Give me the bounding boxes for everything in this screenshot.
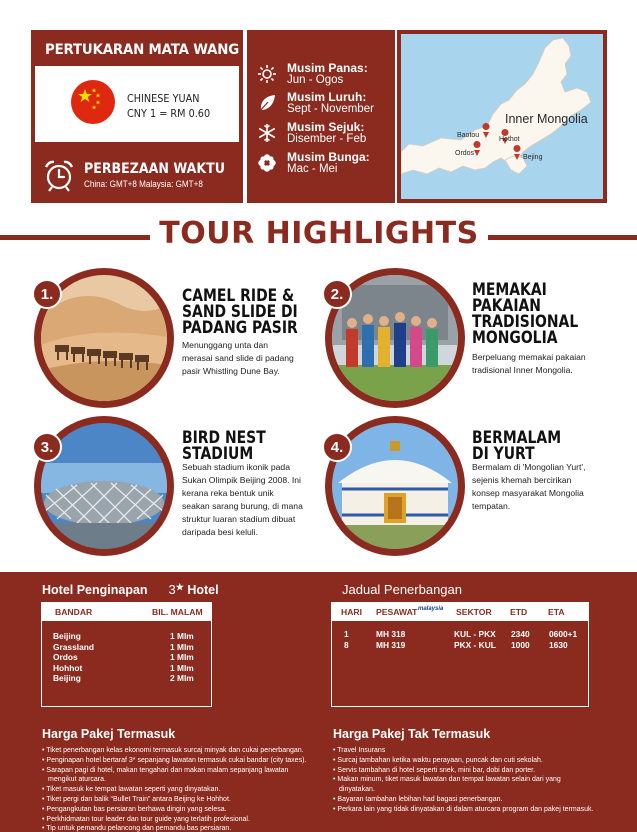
desc-line: Sukan Olimpik Beijing 2008. Ini: [182, 475, 301, 485]
title-line: PADANG PASIR: [182, 318, 298, 338]
map-canvas: [401, 34, 603, 199]
table-cell: Beijing: [53, 673, 81, 684]
col-city: BANDAR: [55, 607, 93, 617]
highlight-1-description: [182, 339, 294, 378]
hotel-city-column: [53, 631, 94, 684]
list-item: • Travel Insurans: [333, 746, 623, 756]
season-autumn: [247, 90, 395, 120]
col-nights: BIL. MALAM: [152, 607, 203, 617]
alarm-clock-icon: [43, 158, 75, 192]
currency-box: [31, 30, 243, 148]
season-name: Musim Luruh:: [287, 90, 367, 104]
flight-table: [331, 602, 589, 707]
page-title: TOUR HIGHLIGHTS: [159, 216, 479, 251]
map-city-label: Baotou: [457, 132, 480, 139]
highlight-4-title: [472, 430, 561, 462]
desc-line: merasai sand slide di padang: [182, 353, 294, 363]
included-title: Harga Pakej Termasuk: [42, 727, 176, 741]
highlight-3-description: [182, 461, 303, 539]
desc-line: daripada besi keluli.: [182, 527, 258, 537]
hotel-table: [41, 602, 212, 707]
list-item: • Tiket penerbangan kelas ekonomi termasuk surcaj minyak dan cukai penerbangan.: [42, 746, 328, 756]
list-item: • Tiket masuk ke tempat lawatan seperti yang dinyatakan.: [42, 785, 328, 795]
desc-line: tradisional Inner Mongolia.: [472, 365, 573, 375]
map-city-label: Bejing: [523, 154, 543, 161]
time-difference-title: PERBEZAAN WAKTU: [84, 161, 226, 177]
highlight-4-description: [472, 461, 585, 513]
season-spring: [247, 150, 395, 180]
star-icon: ★: [175, 582, 184, 592]
desc-line: sejenis khemah bercirikan: [472, 475, 572, 485]
excluded-title: Harga Pakej Tak Termasuk: [333, 727, 491, 741]
heading-rule-left: [0, 235, 150, 240]
flight-etd-column: [511, 629, 530, 650]
list-item: mengikut aturcara.: [48, 776, 106, 784]
season-months: Sept - November: [287, 103, 374, 115]
leaf-icon: [258, 94, 276, 112]
flight-number-column: [376, 629, 405, 650]
desc-line: seakan sarang burung, di mana: [182, 501, 303, 511]
col-flight: PESAWAT: [376, 607, 418, 617]
table-cell: 1630: [549, 639, 568, 650]
table-cell: 1 Mlm: [170, 652, 194, 663]
table-cell: 8: [344, 639, 349, 650]
list-item: • Tip untuk pemandu pelancong dan pemandu bas persiaran.: [42, 824, 328, 832]
table-cell: 2 Mlm: [170, 673, 194, 684]
desc-line: Menunggang unta dan: [182, 340, 269, 350]
table-cell: 1 Mlm: [170, 662, 194, 673]
flight-table-header: [332, 603, 588, 621]
col-day: HARI: [341, 607, 363, 617]
season-name: Musim Bunga:: [287, 150, 370, 164]
hotel-rating: 3: [168, 582, 176, 597]
time-difference-detail: China: GMT+8 Malaysia: GMT+8: [84, 179, 203, 189]
included-list: [42, 746, 328, 832]
table-cell: KUL - PKX: [454, 629, 496, 639]
highlight-2-description: [472, 351, 586, 377]
highlight-number-badge: 4.: [322, 432, 352, 462]
airline-logo-icon: malaysia: [418, 606, 444, 612]
map-region-label: Inner Mongolia: [505, 112, 588, 126]
season-months: Mac - Mei: [287, 163, 338, 175]
col-etd: ETD: [510, 607, 528, 617]
heading-rule-right: [488, 235, 637, 240]
sun-icon: [258, 65, 276, 83]
table-cell: 1000: [511, 639, 530, 650]
flight-title: Jadual Penerbangan: [342, 582, 462, 597]
title-line: DI YURT: [472, 444, 535, 464]
desc-line: Sebuah stadium ikonik pada: [182, 462, 290, 472]
season-winter: [247, 120, 395, 150]
currency-rate: CNY 1 = RM 0.60: [127, 107, 211, 120]
table-cell: 0600+1: [549, 629, 578, 639]
season-months: Disember - Feb: [287, 133, 367, 145]
title-line: BERMALAM: [472, 428, 562, 448]
highlight-number-badge: 3.: [32, 432, 62, 462]
flight-day-column: [344, 629, 349, 650]
table-cell: 1 Mlm: [170, 631, 194, 641]
table-cell: Grassland: [53, 641, 94, 652]
china-flag-icon: [71, 80, 115, 124]
table-cell: Ordos: [53, 652, 78, 663]
highlight-2-title: [472, 282, 578, 346]
hotel-nights-column: [170, 631, 194, 684]
list-item: • Makan minum, tiket masuk lawatan dan tempat lawatan selain dari yang: [333, 775, 623, 785]
highlight-number-badge: 2.: [322, 279, 352, 309]
table-cell: 1: [344, 629, 349, 639]
table-cell: MH 318: [376, 629, 406, 639]
hotel-title: [42, 582, 219, 597]
title-line: BIRD NEST: [182, 428, 266, 448]
currency-panel: [35, 66, 239, 142]
title-line: SAND SLIDE DI: [182, 302, 298, 322]
flight-eta-column: [549, 629, 577, 650]
title-line: TRADISIONAL: [472, 312, 579, 332]
snowflake-icon: [258, 124, 276, 142]
list-item: dinyatakan.: [339, 786, 375, 794]
list-item: • Perkara lain yang tidak dinyatakan di dalam aturcara program dan pakej termasuk.: [333, 805, 623, 815]
flower-icon: [258, 154, 276, 172]
desc-line: struktur luaran stadium dibuat: [182, 514, 296, 524]
package-details-section: [0, 572, 637, 832]
table-cell: Hohhot: [53, 662, 83, 673]
title-line: CAMEL RIDE &: [182, 286, 295, 306]
list-item: • Sarapan pagi di hotel, makan tengahari dan makan malam sepanjang lawatan: [42, 766, 328, 776]
map-city-label: Hothot: [499, 136, 520, 143]
currency-title: PERTUKARAN MATA WANG: [45, 42, 240, 58]
hotel-table-header: [42, 603, 211, 621]
season-name: Musim Panas:: [287, 61, 368, 75]
desc-line: tempatan.: [472, 501, 511, 511]
time-difference-box: [31, 148, 243, 203]
table-cell: PKX - KUL: [454, 639, 496, 650]
table-cell: Beijing: [53, 631, 81, 641]
list-item: • Surcaj tambahan ketika waktu perayaan, puncak dan cuti sekolah.: [333, 756, 623, 766]
desc-line: konsep masyarakat Mongolia: [472, 488, 584, 498]
table-cell: 1 Mlm: [170, 641, 194, 652]
list-item: • Penginapan hotel bertaraf 3* sepanjang lawatan termasuk cukai bandar (city taxes).: [42, 756, 328, 766]
table-cell: 2340: [511, 629, 530, 639]
flight-sector-column: [454, 629, 496, 650]
excluded-list: [333, 746, 623, 815]
map-city-label: Ordos: [455, 150, 475, 157]
list-item: • Servis tambahan di hotel seperti snek, mini bar, dobi dan porter.: [333, 766, 623, 776]
highlight-3-title: [182, 430, 266, 462]
desc-line: Berpeluang memakai pakaian: [472, 352, 586, 362]
col-eta: ETA: [548, 607, 565, 617]
list-item: • Tiket pergi dan balik “Bullet Train” antara Beijing ke Hohhot.: [42, 795, 328, 805]
highlight-1-title: [182, 288, 298, 336]
seasons-box: [247, 30, 395, 203]
hotel-rating-suffix: Hotel: [187, 583, 219, 597]
col-sector: SEKTOR: [456, 607, 492, 617]
hotel-title-text: Hotel Penginapan: [42, 583, 148, 597]
title-line: MEMAKAI: [472, 280, 547, 300]
season-name: Musim Sejuk:: [287, 120, 365, 134]
list-item: • Bayaran tambahan lebihan had bagasi penerbangan.: [333, 795, 623, 805]
season-months: Jun - Ogos: [287, 74, 344, 86]
region-map: [397, 30, 607, 203]
desc-line: pasir Whistling Dune Bay.: [182, 366, 280, 376]
table-cell: MH 319: [376, 639, 406, 650]
list-item: • Pengangkutan bas persiaran berhawa dingin yang selesa.: [42, 805, 328, 815]
list-item: • Perkhidmatan tour leader dan tour guide yang terlatih profesional.: [42, 815, 328, 825]
currency-name: CHINESE YUAN: [127, 92, 200, 105]
title-line: MONGOLIA: [472, 328, 558, 348]
highlight-number-badge: 1.: [32, 279, 62, 309]
season-summer: [247, 61, 395, 91]
title-line: PAKAIAN: [472, 296, 541, 316]
desc-line: Bermalam di 'Mongolian Yurt',: [472, 462, 586, 472]
desc-line: kerana reka bentuk unik: [182, 488, 274, 498]
title-line: STADIUM: [182, 444, 254, 464]
